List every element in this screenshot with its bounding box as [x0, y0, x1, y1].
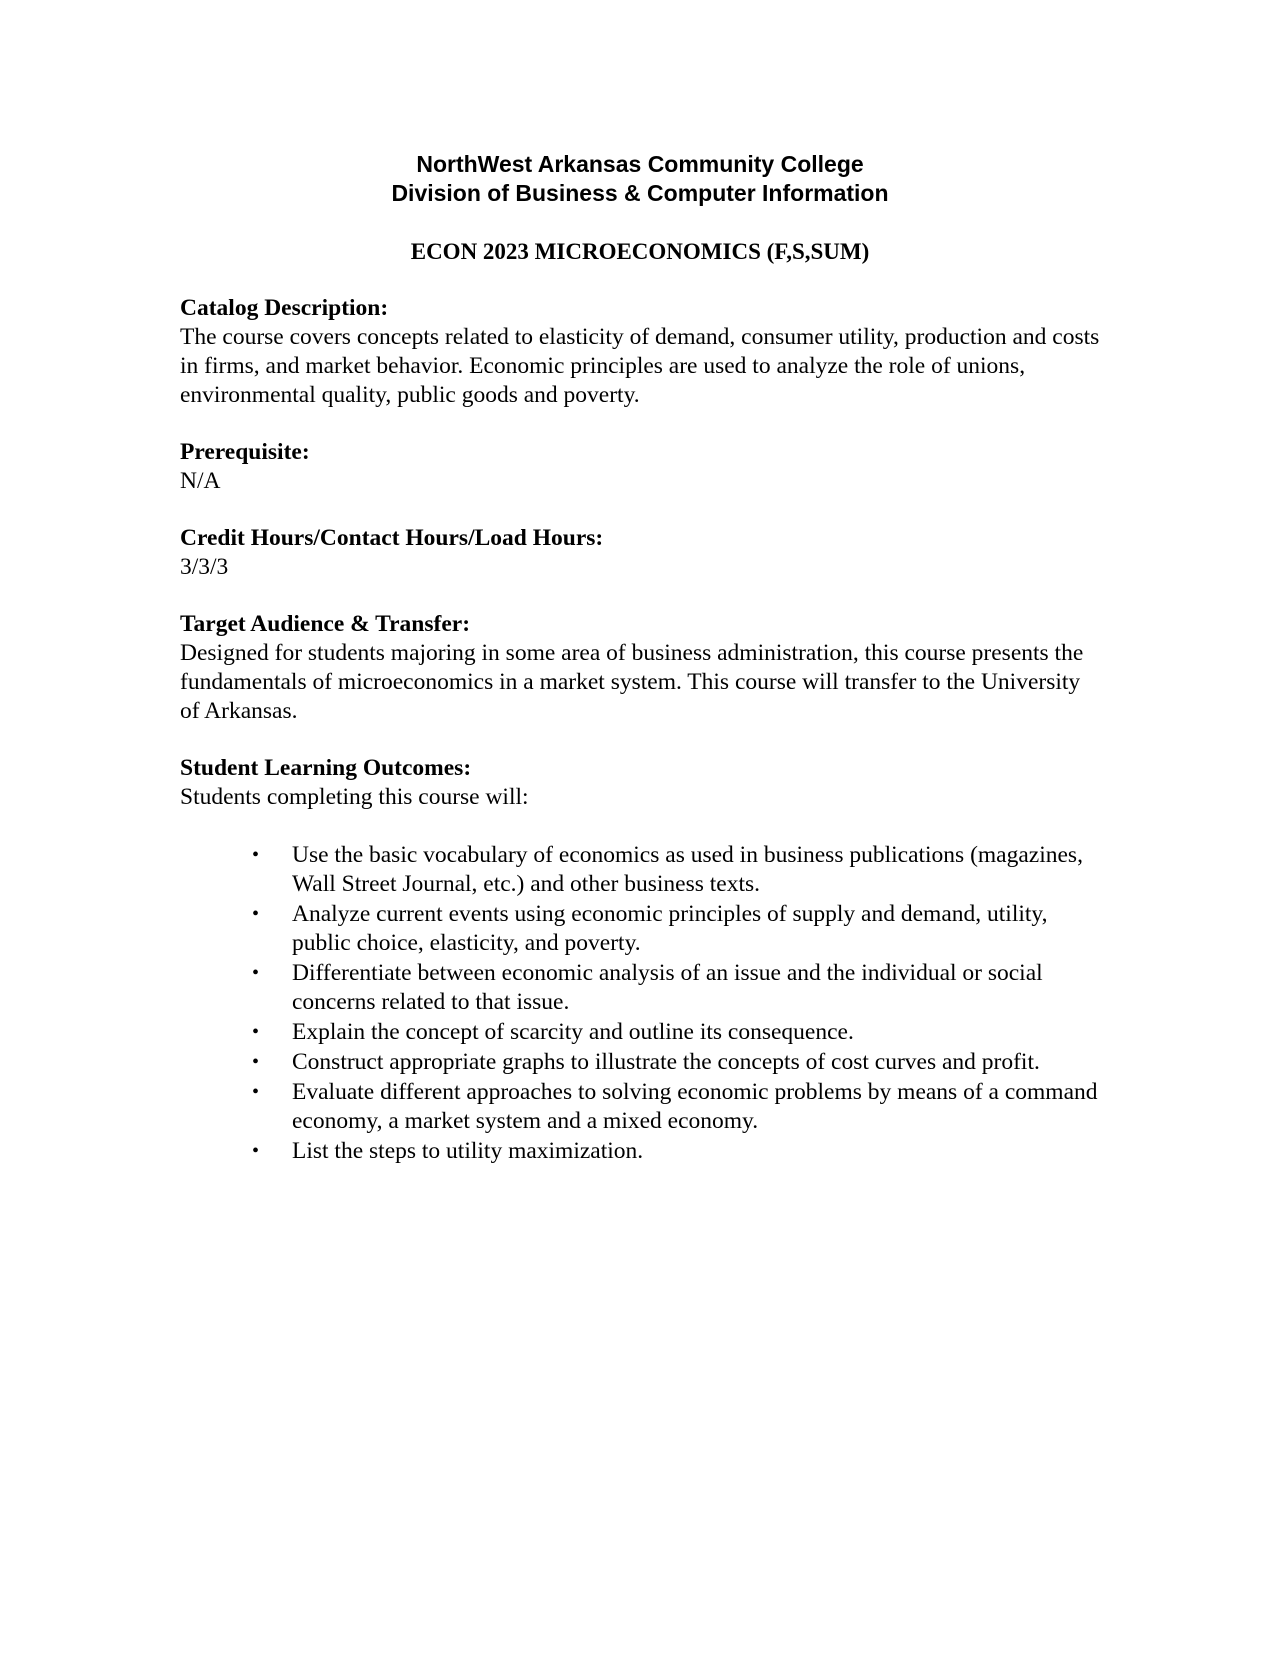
- list-item-text: List the steps to utility maximization.: [292, 1138, 644, 1164]
- catalog-description-text: The course covers concepts related to elasticity of demand, consumer utility, production and costs in firms, and market behavior. Economic principles are used to analyze the role of unions, environmental quality, public goods and poverty.: [180, 324, 1100, 408]
- division-name: Division of Business & Computer Information: [391, 180, 889, 206]
- list-item: [252, 1137, 1100, 1166]
- course-title: ECON 2023 MICROECONOMICS (F,S,SUM): [410, 239, 870, 264]
- bullet-icon: •: [252, 1081, 260, 1103]
- target-audience-heading: Target Audience & Transfer:: [180, 611, 471, 637]
- learning-outcomes-list: [180, 841, 1100, 1166]
- bullet-icon: •: [252, 903, 260, 925]
- list-item: [252, 1048, 1100, 1077]
- document-header: [0, 150, 1280, 208]
- target-audience-text: Designed for students majoring in some area of business administration, this course presents the fundamentals of microeconomics in a market system. This course will transfer to the University of Arkansas.: [180, 640, 1084, 724]
- bullet-icon: •: [252, 1021, 260, 1043]
- list-item: [252, 959, 1100, 1017]
- hours-section: [180, 524, 1100, 582]
- prerequisite-text: N/A: [180, 468, 221, 494]
- bullet-icon: •: [252, 1051, 260, 1073]
- list-item-text: Evaluate different approaches to solving economic problems by means of a command economy, a market system and a mixed economy.: [292, 1079, 1098, 1134]
- list-item: [252, 1078, 1100, 1136]
- list-item-text: Use the basic vocabulary of economics as used in business publications (magazines, Wall Street Journal, etc.) and other business texts.: [292, 842, 1083, 897]
- prerequisite-section: [180, 438, 1100, 496]
- prerequisite-heading: Prerequisite:: [180, 439, 310, 465]
- catalog-description-section: [180, 294, 1100, 410]
- list-item: [252, 900, 1100, 958]
- learning-outcomes-heading: Student Learning Outcomes:: [180, 755, 472, 781]
- bullet-icon: •: [252, 1140, 260, 1162]
- target-audience-section: [180, 610, 1100, 726]
- list-item-text: Explain the concept of scarcity and outline its consequence.: [292, 1019, 854, 1045]
- list-item: [252, 1018, 1100, 1047]
- bullet-icon: •: [252, 844, 260, 866]
- list-item-text: Construct appropriate graphs to illustrate the concepts of cost curves and profit.: [292, 1049, 1040, 1075]
- list-item-text: Analyze current events using economic principles of supply and demand, utility, public choice, elasticity, and poverty.: [292, 901, 1048, 956]
- document-body: [180, 294, 1100, 1194]
- hours-heading: Credit Hours/Contact Hours/Load Hours:: [180, 525, 604, 551]
- learning-outcomes-intro: Students completing this course will:: [180, 784, 529, 810]
- college-name: NorthWest Arkansas Community College: [416, 151, 864, 177]
- bullet-icon: •: [252, 962, 260, 984]
- list-item-text: Differentiate between economic analysis of an issue and the individual or social concerns related to that issue.: [292, 960, 1043, 1015]
- hours-text: 3/3/3: [180, 554, 229, 580]
- catalog-description-heading: Catalog Description:: [180, 295, 389, 321]
- learning-outcomes-section: [180, 754, 1100, 1166]
- list-item: [252, 841, 1100, 899]
